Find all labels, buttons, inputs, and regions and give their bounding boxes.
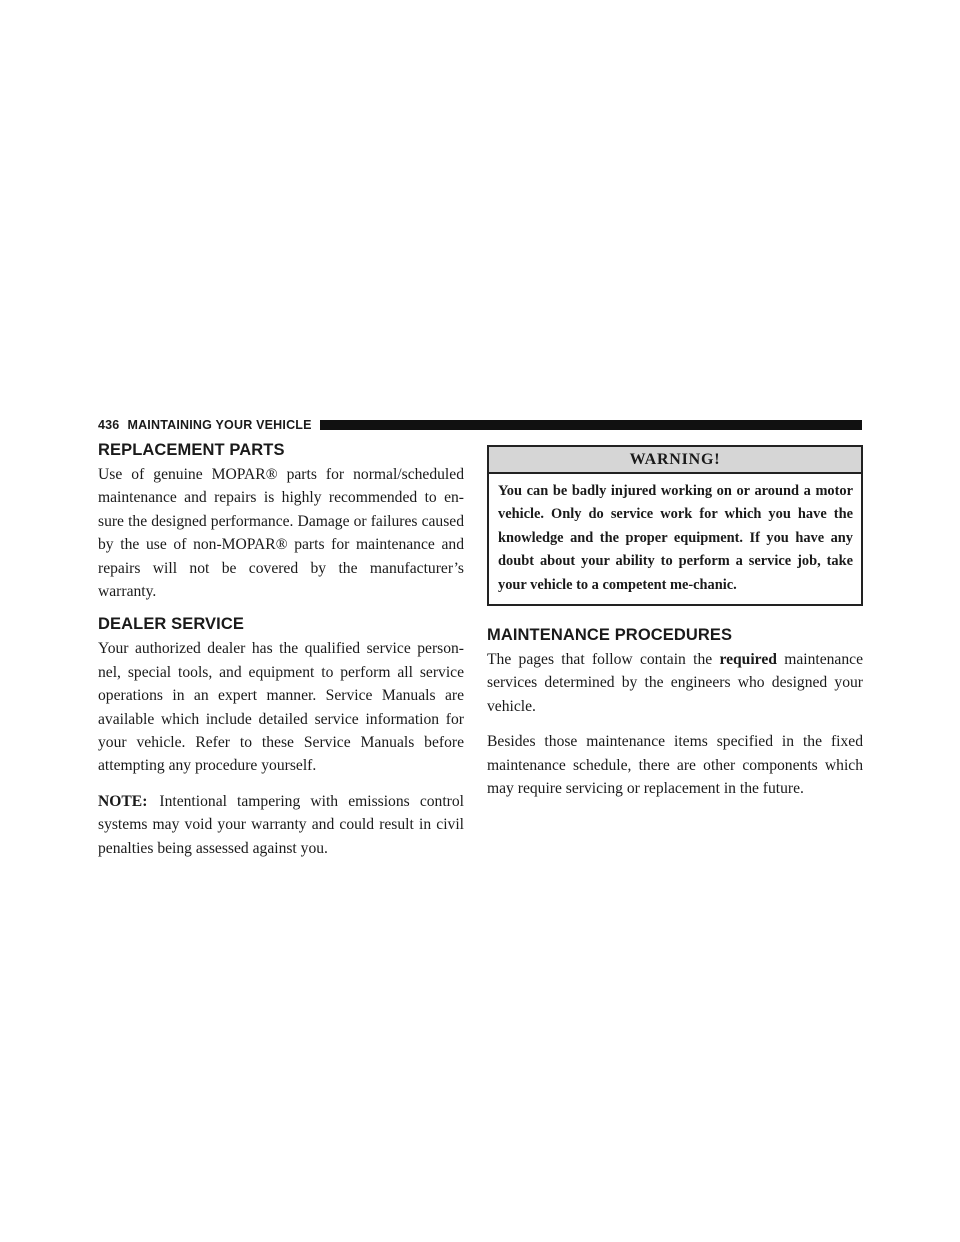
dealer-service-body: Your authorized dealer has the qualified service person-nel, special tools, and equipment to perform all service operations in an expert manner. Service Manuals are available which include detailed service information for your vehicle. Refer to these Service Manuals before attempting any procedure yourself. bbox=[98, 640, 464, 775]
maintenance-procedures-heading: MAINTENANCE PROCEDURES bbox=[487, 626, 733, 645]
dealer-service-heading: DEALER SERVICE bbox=[98, 615, 244, 634]
note-paragraph bbox=[98, 790, 464, 860]
left-column bbox=[98, 441, 464, 872]
header-rule bbox=[320, 420, 862, 430]
replacement-parts-body: Use of genuine MOPAR® parts for normal/scheduled maintenance and repairs is highly recommended to en-sure the designed performance. Damage or failures caused by the use of non-MOPAR® parts for maintenance and repairs will not be covered by the manufacturer’s warranty. bbox=[98, 466, 464, 601]
maintenance-procedures-p2: Besides those maintenance items specified in the fixed maintenance schedule, there are other components which may require servicing or replacement in the future. bbox=[487, 733, 863, 798]
page-number: 436 bbox=[98, 418, 120, 432]
warning-text: You can be badly injured working on or around a motor vehicle. Only do service work for which you have the knowledge and the proper equipment. If you have any doubt about your ability to perform a service job, take your vehicle to a competent me-chanic. bbox=[498, 483, 853, 593]
maintenance-procedures-p1 bbox=[487, 648, 863, 718]
replacement-parts-heading: REPLACEMENT PARTS bbox=[98, 441, 285, 459]
required-emphasis: required bbox=[719, 651, 777, 669]
p1-text-end: maintenance services determined by the engineers who designed your vehicle. bbox=[487, 651, 863, 715]
note-text: Intentional tampering with emissions control systems may void your warranty and could result in civil penalties being assessed against you. bbox=[98, 792, 464, 857]
note-label: NOTE: bbox=[98, 792, 148, 810]
warning-title: WARNING! bbox=[489, 447, 861, 474]
page-header bbox=[98, 414, 862, 436]
p1-text-start: The pages that follow contain the bbox=[487, 651, 720, 669]
right-column bbox=[487, 445, 863, 812]
warning-box bbox=[487, 445, 863, 606]
section-title: MAINTAINING YOUR VEHICLE bbox=[127, 418, 312, 432]
